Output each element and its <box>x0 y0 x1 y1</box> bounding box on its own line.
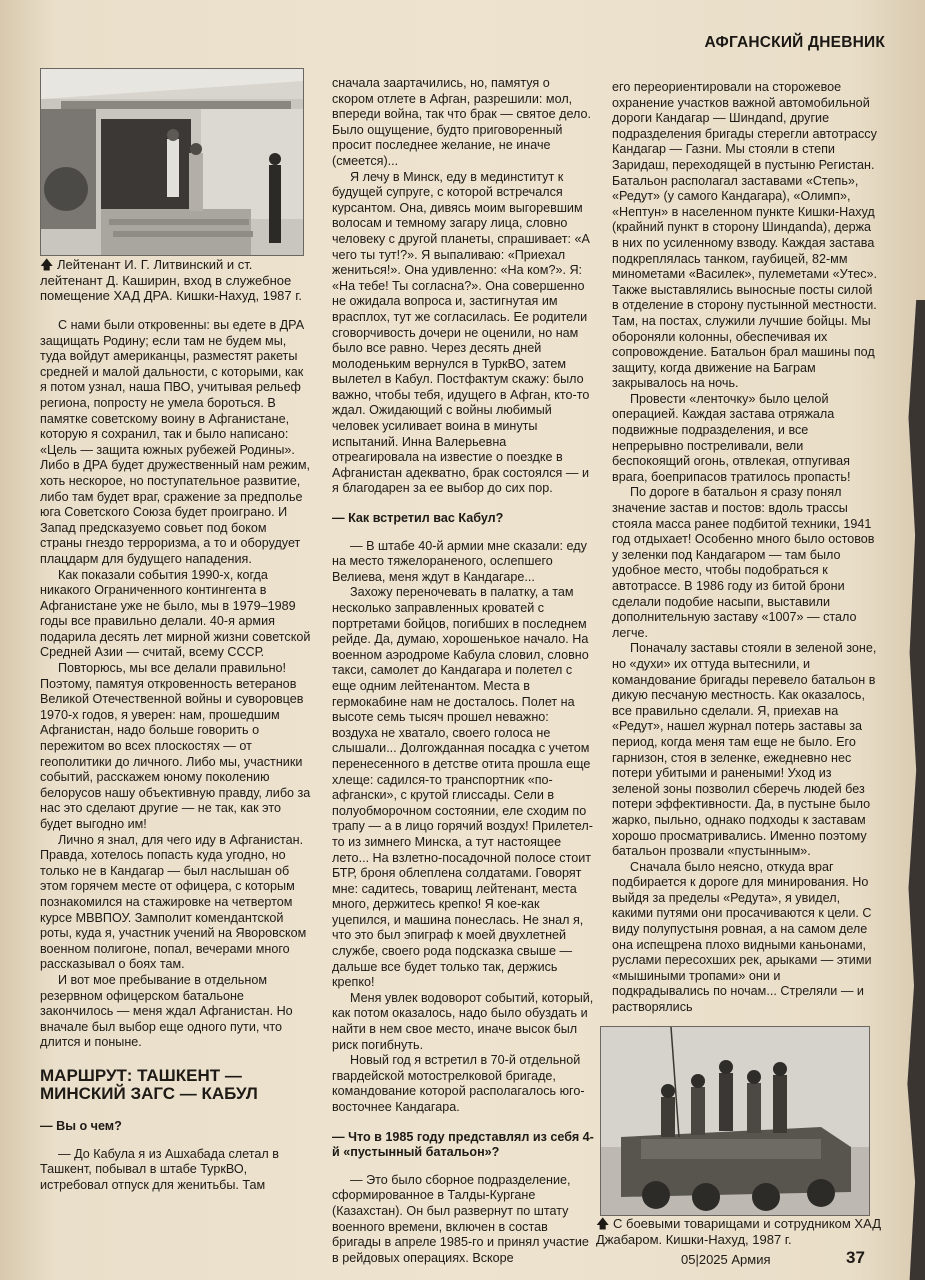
column-3 <box>612 80 877 1016</box>
col3-paragraph: Сначала было неясно, откуда враг подбирается к дороге для минирования. Но выйдя за пределы «Редута», я увидел, какими путями они просачиваются к цели. С виду полупустыня ровная, а на самом деле она испещрена плохо видными каньонами, руслами пересохших рек, арыками — этими «мышиными тропами» они и подкрадывались по ночам... Стреляли — и растворялись <box>612 859 872 1015</box>
column-1 <box>40 318 312 1193</box>
column-2 <box>332 76 594 1266</box>
col2-paragraph: Захожу переночевать в палатку, а там несколько заправленных кроватей с портретами бойцов, погибших в последнем рейде. Да, думаю, хорошенькое начало. На военном аэродроме Кабула словил, словно такси, самолет до Кандагара и полетел с еще одним лейтенантом. Места в гермокабине нам не досталось. Полет на высоте семь тысяч прошел неважно: воздуха не хватало, своего голоса не слышали... Долгожданная посадка с учетом перенесенного в детстве отита прошла еще хлеще: садился-то транспортник «по-афгански», с крутой глиссады. Сели в полуобморочном состоянии, еле сходим по трапу — а в лицо горячий воздух! Прилетел-то из зимнего Минска, а тут настоящее лето... На взлетно-посадочной полосе стоит БТР, броня облеплена солдатами. Говорят мне: садитесь, товарищ лейтенант, места много, держитесь крепко! Я кое-как уцепился, и машина понеслась. Не знал я, что это был эпиграф к моей двухлетней службе, своего рода подсказка свыше — дальше все будет только так, держись крепко! <box>332 585 593 990</box>
col3-paragraph: По дороге в батальон я сразу понял значение застав и постов: вдоль трассы стояла масса ранее подбитой техники, 1941 год отдыхает! Особенно много было остовов у зеленки под Кандагаром — там было удобное место, чтобы подобраться к автотрассе. В 1986 году из битой брони сделали подобие насыпи, выставили дополнительную заставу «1007» — стало легче. <box>612 485 875 640</box>
interview-question: — Как встретил вас Кабул? <box>332 511 504 526</box>
photo-entrance <box>40 68 304 256</box>
col1-paragraph: Повторюсь, мы все делали правильно! Поэтому, памятуя откровенность ветеранов Великой Отечественной войны и суворовцев 1970-х годов, я уверен: нам, прошедшим Афганистан, надо больше говорить о пережитом во всех плоскостях — от геополитики до личного. Либо мы, участники событий, расскажем юному поколению белорусов нашу объективную правду, либо за нас это сделают другие — не так, как это будет выгодно им! <box>40 661 311 831</box>
interview-answer: — До Кабула я из Ашхабада слетал в Ташкент, побывал в штабе ТуркВО, истребовал отпуск для женитьбы. Там <box>40 1146 279 1192</box>
photo-entrance-caption-text: Лейтенант И. Г. Литвинский и ст. лейтенант Д. Каширин, вход в служебное помещение ХАД ДРА. Кишки-Нахуд, 1987 г. <box>40 257 303 303</box>
photo-btr-caption-text: С боевыми товарищами и сотрудником ХАД Джабаром. Кишки-Нахуд, 1987 г. <box>596 1216 882 1247</box>
photo-entrance-image <box>41 69 303 255</box>
col2-paragraph: Меня увлек водоворот событий, который, как потом оказалось, надо было обуздать и найти в нем свое место, иначе высок был риск погибнуть. <box>332 990 594 1052</box>
col2-paragraph: Я лечу в Минск, еду в мединститут к будущей супруге, с которой встречался курсантом. Она, дивясь моим выгоревшим волосам и темному загару лица, словно человеку с другой планеты, спрашивает: «А чего ты тут!?». Я выпаливаю: «Приехал жениться!». Она удивленно: «На ком?». Я: «На тебе! Ты согласна?». Она совершенно не ожидала вопроса и, застигнутая им врасплох, тут же согласилась. Ее родители сговорчивость дочери не оценили, но нам было все равно. Через десять дней молоденьким вернулся в ТуркВО, затем вылетел в Кабул. Постфактум скажу: было важно, чтобы тебя, идущего в Афган, кто-то ждал. Ожидающий с войны любимый человек усиливает воина в минуты испытаний. Инна Валерьевна отреагировала на известие о поездке в Афганистан адекватно, брак состоялся — и я благодарен за ее выбор до сих пор. <box>332 169 590 496</box>
page-number: 37 <box>846 1248 865 1267</box>
col2-paragraph: — В штабе 40-й армии мне сказали: еду на место тяжелораненого, ослепшего Велиева, меня ждут в Кандагаре... <box>332 538 587 584</box>
col2-paragraph: Новый год я встретил в 70-й отдельной гвардейской мотострелковой бригаде, командование которой располагалось юго-восточнее Кандагара. <box>332 1053 585 1114</box>
interview-question: — Вы о чем? <box>40 1118 122 1133</box>
col1-paragraph: И вот мое пребывание в отдельном резервном офицерском батальоне закончилось — меня ждал Афганистан. Но вначале был выбор еще одного пути, что длится и поныне. <box>40 972 293 1050</box>
arrow-up-icon: 🡅 <box>596 1216 610 1231</box>
interview-question: — Что в 1985 году представлял из себя 4-й «пустынный батальон»? <box>332 1129 594 1160</box>
section-header: АФГАНСКИЙ ДНЕВНИК <box>704 34 885 51</box>
issue-label: 05|2025 Армия <box>681 1252 771 1267</box>
col3-paragraph: Провести «ленточку» было целой операцией. Каждая застава отряжала подвижные подразделения, и все непрерывно постреливали, вели беспокоящий огонь, отвлекая, отпугивая врага, боеприпасов тратилось пропасть! <box>612 391 851 484</box>
col1-paragraph: Лично я знал, для чего иду в Афганистан. Правда, хотелось попасть куда угодно, но только не в Кандагар — был наслышан об этом горячем месте от офицера, с которым познакомился на стажировке на четвертом курсе МВВПОУ. Замполит комендантской роты, куда я, участник учений на Яворовском военном полигоне, попал, вечерами много рассказывал о боях там. <box>40 832 307 972</box>
page-footer <box>0 1248 925 1272</box>
photo-btr-caption <box>596 1216 886 1247</box>
col2-paragraph: сначала заартачились, но, памятуя о скором отлете в Афган, разрешили: мол, впереди война, так что брак — святое дело. Было ощущение, будто приговоренный просит последнее желание, не иначе (смеется)... <box>332 76 592 168</box>
col1-paragraph: Как показали события 1990-х, когда никакого Ограниченного контингента в Афганистане уже не было, мы в 1979–1989 годы все правильно делали. 40-я армия подарила десять лет мирной жизни советской Средней Азии — считай, всему СССР. <box>40 567 311 660</box>
torn-page-edge <box>903 300 925 1280</box>
photo-entrance-caption <box>40 257 312 304</box>
col1-paragraph: С нами были откровенны: вы едете в ДРА защищать Родину; если там не будем мы, туда войдут американцы, разместят ракеты средней и малой дальности, с которыми, как я потом узнал, наша ПВО, учитывая рельеф региона, попросту не умела бороться. В памятке советскому воину в Афганистане, которую я сохранил, так и было написано: «Цель — защита южных рубежей Родины». Либо в ДРА будет дружественный нам режим, хоть нескорое, но поступательное развитие, либо там будет враг, сражение за предполье юга Советского Союза будет проиграно. И Запад предсказуемо совьет под боком страны гнездо терроризма, а то и оборудует плацдарм для будущего нападения. <box>40 318 310 566</box>
section-heading: МАРШРУТ: ТАШКЕНТ — МИНСКИЙ ЗАГС — КАБУЛ <box>40 1065 258 1103</box>
photo-btr <box>600 1026 870 1216</box>
col3-paragraph: его переориентировали на сторожевое охранение участков важной автомобильной дороги Кандагар — Шиндand, другие подразделения бригады стерегли автотрассу Кандагар — Газни. Мы стояли в степи Заридаш, переходящей в пустыню Регистан. Батальон располагал заставами «Степь», «Редут» (у самого Кандагара), «Олимп», «Нептун» в населенном пункте Кишки-Нахуд (крайний пункт в сторону Шиндanda), держа в них по усиленному взводу. Каждая застава подкреплялась танком, гаубицей, 82-мм минометами «Василек», пулеметами «Утес». Также выставлялись выносные посты силой в отделение в сторону пустынной местности. Там, на постах, служили лучшие бойцы. Мы обороняли колонны, обеспечивая их сопровождение. Батальон брал машины под защиту, когда движение на Баграм закрывалось на ночь. <box>612 80 878 391</box>
photo-btr-image <box>601 1027 869 1215</box>
arrow-up-icon: 🡅 <box>40 257 54 272</box>
interview-answer: — Это было сборное подразделение, сформированное в Талды-Кургане (Казахстан). Он был развернут по штату военного времени, включен в состав бригады в апреле 1985-го и принял участие в рейдовых операциях. Вскоре <box>332 1172 589 1265</box>
col3-paragraph: Поначалу заставы стояли в зеленой зоне, но «духи» их оттуда вытеснили, и командование бригады перевело батальон в дикую песчаную местность. Как оказалось, все правильно сделали. Я, приехав на «Редут», нашел журнал потерь заставы за период, когда меня там еще не было. Его гарнизон, стоя в зеленке, ежедневно нес потери убитыми и ранеными! Уход из зеленой зоны позволил сберечь людей без потери эффективности. Да, в пустыне было жарко, пыльно, однако подходы к заставам хорошо просматривались. Именно поэтому батальон прозвали «пустынным». <box>612 641 877 859</box>
